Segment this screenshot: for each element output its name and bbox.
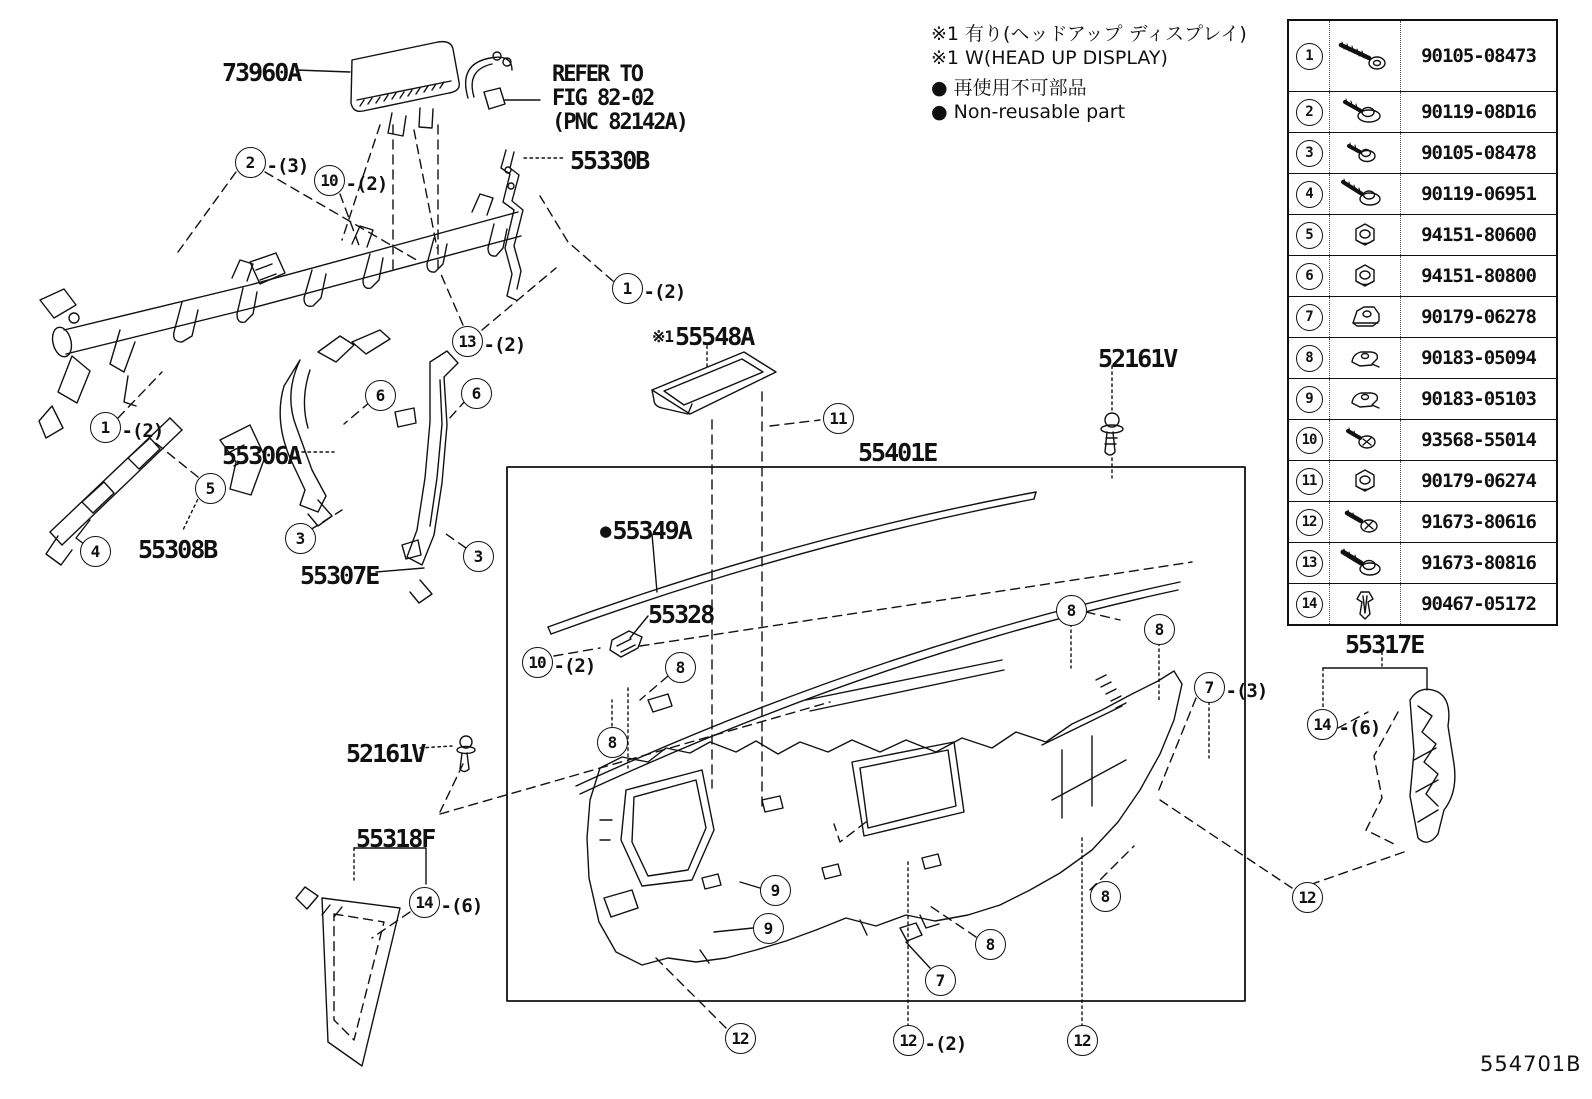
callout-count: -(6) bbox=[440, 894, 483, 917]
callout-number: 9 bbox=[770, 880, 780, 900]
bolt-small-icon bbox=[1330, 502, 1401, 542]
callout-number: 8 bbox=[607, 732, 617, 752]
flange-nut-icon bbox=[1330, 215, 1401, 255]
part-number: 90467-05172 bbox=[1421, 593, 1536, 615]
row-number: 11 bbox=[1301, 473, 1317, 489]
callout-number: 8 bbox=[1154, 619, 1164, 639]
callout-number: 13 bbox=[458, 331, 476, 351]
row-callout-circle bbox=[1296, 345, 1323, 372]
row-number: 12 bbox=[1301, 514, 1317, 530]
spring-clip-icon bbox=[1330, 338, 1401, 378]
row-callout-circle bbox=[1296, 99, 1323, 126]
callout-number: 1 bbox=[622, 278, 632, 298]
row-number: 10 bbox=[1301, 432, 1317, 448]
part-label-text: 55328 bbox=[648, 600, 714, 629]
callout-number: 14 bbox=[1313, 714, 1331, 734]
fastener-table-row bbox=[1289, 91, 1556, 132]
callout-count: -(2) bbox=[121, 419, 164, 442]
part-label-prefix: ● bbox=[600, 520, 611, 542]
part-label-text: 55349A bbox=[612, 516, 691, 545]
callout-number: 5 bbox=[205, 478, 215, 498]
part-number: 91673-80616 bbox=[1421, 511, 1536, 533]
row-callout-circle bbox=[1296, 181, 1323, 208]
screw-tapping-icon bbox=[1330, 174, 1401, 214]
callout-number: 10 bbox=[528, 652, 546, 672]
row-callout-circle bbox=[1296, 427, 1323, 454]
row-number: 13 bbox=[1301, 555, 1317, 571]
fastener-table-row bbox=[1289, 419, 1556, 460]
callout-number: 9 bbox=[763, 918, 773, 938]
callout-number: 2 bbox=[245, 152, 255, 172]
callout-number: 14 bbox=[415, 892, 433, 912]
part-label-prefix: ※1 bbox=[652, 327, 674, 346]
part-number: 90179-06278 bbox=[1421, 306, 1536, 328]
part-label-text: 52161V bbox=[1098, 344, 1177, 373]
fastener-table-row bbox=[1289, 460, 1556, 501]
row-number: 9 bbox=[1305, 391, 1313, 407]
callout-number: 12 bbox=[899, 1030, 917, 1050]
fastener-table-row bbox=[1289, 583, 1556, 624]
fastener-table-row bbox=[1289, 501, 1556, 542]
legend-notes bbox=[931, 22, 1247, 124]
callout-number: 7 bbox=[935, 970, 945, 990]
callout-number: 8 bbox=[675, 657, 685, 677]
callout-number: 8 bbox=[1066, 600, 1076, 620]
clip-nut-icon bbox=[1330, 297, 1401, 337]
row-callout-circle bbox=[1296, 509, 1323, 536]
note-nonreusable-en: ● Non-reusable part bbox=[931, 101, 1126, 123]
callout-number: 3 bbox=[295, 528, 305, 548]
part-number: 90179-06274 bbox=[1421, 470, 1536, 492]
callout-number: 1 bbox=[100, 417, 110, 437]
callout-number: 8 bbox=[985, 934, 995, 954]
part-number: 90183-05103 bbox=[1421, 388, 1536, 410]
part-number: 90119-06951 bbox=[1421, 183, 1536, 205]
bolt-long-icon bbox=[1330, 21, 1401, 91]
flange-nut-icon bbox=[1330, 256, 1401, 296]
fastener-table bbox=[1287, 19, 1558, 626]
part-label-text: 55401E bbox=[858, 438, 937, 467]
note-hud-en: ※1 W(HEAD UP DISPLAY) bbox=[931, 47, 1168, 69]
callout-count: -(2) bbox=[643, 280, 686, 303]
callout-number: 6 bbox=[375, 385, 385, 405]
row-callout-circle bbox=[1296, 222, 1323, 249]
row-number: 8 bbox=[1305, 350, 1313, 366]
row-number: 2 bbox=[1305, 104, 1313, 120]
row-number: 7 bbox=[1305, 309, 1313, 325]
retainer-clip-icon bbox=[1330, 584, 1401, 624]
fastener-table-row bbox=[1289, 173, 1556, 214]
part-number: 90105-08478 bbox=[1421, 142, 1536, 164]
note-hud-jp: ※1 有り(ヘッドアップ ディスプレイ) bbox=[931, 23, 1247, 45]
fastener-table-row bbox=[1289, 255, 1556, 296]
bolt-washer-icon bbox=[1330, 543, 1401, 583]
flange-nut-icon bbox=[1330, 461, 1401, 501]
screw-washer-icon bbox=[1330, 92, 1401, 132]
part-number: 90183-05094 bbox=[1421, 347, 1536, 369]
callout-number: 6 bbox=[471, 383, 481, 403]
part-number: 93568-55014 bbox=[1421, 429, 1536, 451]
callout-count: -(3) bbox=[1225, 679, 1268, 702]
row-number: 1 bbox=[1305, 48, 1313, 64]
part-label-text: 52161V bbox=[346, 739, 425, 768]
fastener-table-row bbox=[1289, 542, 1556, 583]
spring-clip-icon bbox=[1330, 379, 1401, 419]
note-nonreusable-jp: ● 再使用不可部品 bbox=[931, 77, 1087, 99]
figure-code: 554701B bbox=[1480, 1052, 1582, 1076]
part-label-text: 55318F bbox=[356, 824, 435, 853]
callout-count: -(2) bbox=[345, 172, 388, 195]
row-callout-circle bbox=[1296, 386, 1323, 413]
part-label-text: (PNC 82142A) bbox=[552, 110, 687, 135]
part-label-text: 55330B bbox=[570, 146, 649, 175]
row-callout-circle bbox=[1296, 304, 1323, 331]
part-label-text: REFER TO bbox=[552, 62, 642, 87]
fastener-table-row bbox=[1289, 378, 1556, 419]
row-number: 4 bbox=[1305, 186, 1313, 202]
fastener-table-row bbox=[1289, 296, 1556, 337]
row-callout-circle bbox=[1296, 263, 1323, 290]
callout-count: -(6) bbox=[1338, 716, 1381, 739]
row-number: 3 bbox=[1305, 145, 1313, 161]
fastener-table-row bbox=[1289, 21, 1556, 91]
callout-count: -(2) bbox=[483, 333, 526, 356]
callout-number: 11 bbox=[829, 408, 847, 428]
part-label-text: 55307E bbox=[300, 561, 379, 590]
callout-number: 7 bbox=[1204, 677, 1214, 697]
row-callout-circle bbox=[1296, 550, 1323, 577]
part-number: 91673-80816 bbox=[1421, 552, 1536, 574]
fastener-table-row bbox=[1289, 214, 1556, 255]
row-number: 14 bbox=[1301, 596, 1317, 612]
callout-number: 8 bbox=[1100, 886, 1110, 906]
part-label-text: 55306A bbox=[222, 441, 301, 470]
callout-number: 3 bbox=[473, 546, 483, 566]
fastener-table-row bbox=[1289, 132, 1556, 173]
callout-number: 12 bbox=[1073, 1030, 1091, 1050]
callout-number: 10 bbox=[320, 170, 338, 190]
callout-number: 12 bbox=[731, 1028, 749, 1048]
part-label-text: 55548A bbox=[675, 322, 754, 351]
row-callout-circle bbox=[1296, 591, 1323, 618]
row-callout-circle bbox=[1296, 43, 1323, 70]
row-callout-circle bbox=[1296, 468, 1323, 495]
callout-count: -(2) bbox=[924, 1032, 967, 1055]
part-number: 90119-08D16 bbox=[1421, 101, 1536, 123]
part-number: 90105-08473 bbox=[1421, 45, 1536, 67]
part-label-text: 55308B bbox=[138, 535, 217, 564]
callout-count: -(3) bbox=[266, 154, 309, 177]
row-callout-circle bbox=[1296, 140, 1323, 167]
machine-screw-icon bbox=[1330, 420, 1401, 460]
callout-number: 12 bbox=[1298, 887, 1316, 907]
part-number: 94151-80800 bbox=[1421, 265, 1536, 287]
part-label-text: FIG 82-02 bbox=[552, 86, 654, 111]
screw-small-icon bbox=[1330, 133, 1401, 173]
part-label-text: 55317E bbox=[1345, 630, 1424, 659]
part-label-text: 73960A bbox=[222, 58, 301, 87]
row-number: 5 bbox=[1305, 227, 1313, 243]
fastener-table-row bbox=[1289, 337, 1556, 378]
part-number: 94151-80600 bbox=[1421, 224, 1536, 246]
row-number: 6 bbox=[1305, 268, 1313, 284]
callout-number: 4 bbox=[90, 541, 100, 561]
callout-count: -(2) bbox=[553, 654, 596, 677]
